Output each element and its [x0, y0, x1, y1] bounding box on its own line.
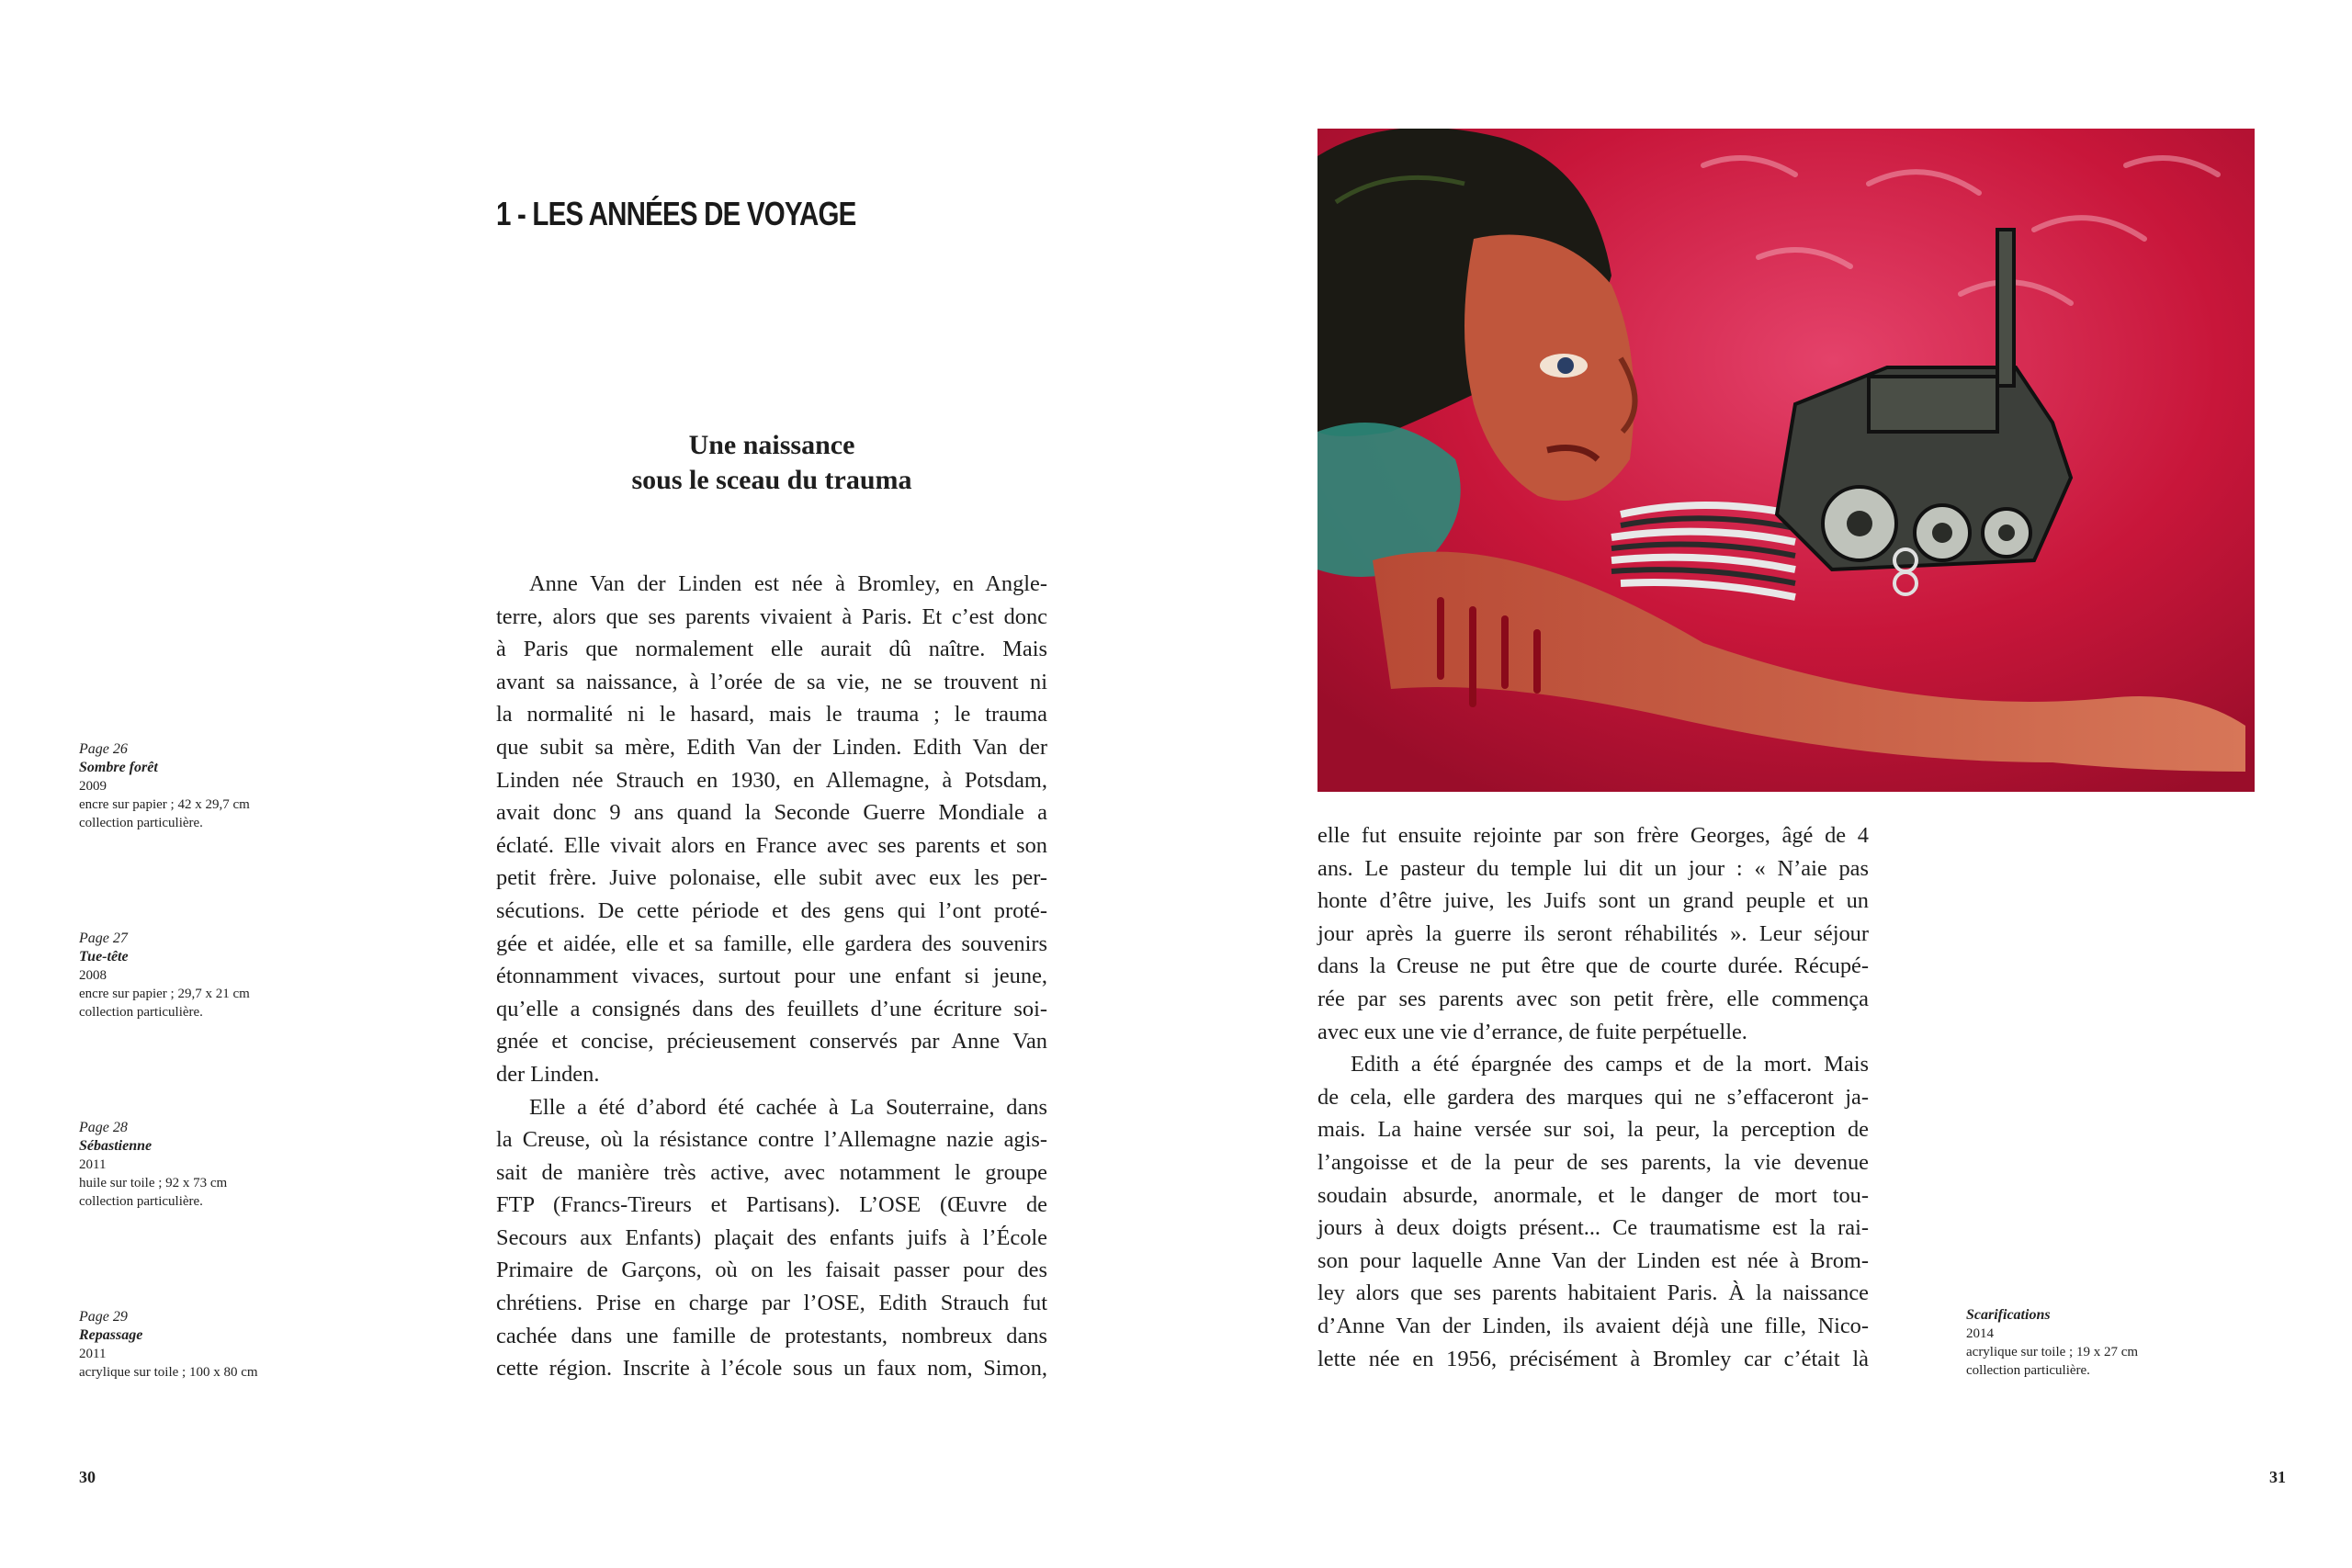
text-line: étonnamment vivaces, surtout pour une enfant si jeune,: [496, 964, 1047, 989]
text-line: Edith a été épargnée des camps et de la mort. Mais: [1351, 1052, 1869, 1077]
text-line: chrétiens. Prise en charge par l’OSE, Edith Strauch fut: [496, 1291, 1047, 1316]
text-line: la Creuse, où la résistance contre l’Allemagne nazie agis-: [496, 1127, 1047, 1153]
text-line: dans la Creuse ne put être que de courte durée. Récupé-: [1317, 953, 1869, 979]
caption-medium: encre sur papier ; 29,7 x 21 cm: [79, 987, 250, 1001]
caption-collection: collection particulière.: [1966, 1363, 2090, 1378]
caption-title: Scarifications: [1966, 1307, 2051, 1323]
text-line: elle fut ensuite rejointe par son frère Georges, âgé de 4: [1317, 823, 1869, 848]
caption-year: 2011: [79, 1157, 107, 1172]
caption-year: 2008: [79, 968, 107, 983]
caption-page: Page 29: [79, 1309, 128, 1325]
text-line: rée par ses parents avec son petit frère, elle commença: [1317, 986, 1869, 1011]
text-line: Linden née Strauch en 1930, en Allemagne, à Potsdam,: [496, 767, 1047, 793]
text-line: à Paris que normalement elle aurait dû naître. Mais: [496, 637, 1047, 662]
text-line: terre, alors que ses parents vivaient à Paris. Et c’est donc: [496, 604, 1047, 629]
caption-repassage: [79, 1308, 258, 1382]
text-line: avait donc 9 ans quand la Seconde Guerre Mondiale a: [496, 800, 1047, 826]
caption-year: 2011: [79, 1347, 107, 1361]
caption-sombre-foret: [79, 740, 250, 832]
text-line: petit frère. Juive polonaise, elle subit avec eux les per-: [496, 865, 1047, 891]
chapter-title: 1 - LES ANNÉES DE VOYAGE: [496, 195, 856, 232]
text-line: jour après la guerre ils seront réhabilités ». Leur séjour: [1317, 920, 1869, 946]
text-line: l’angoisse et de la peur de ses parents, la vie devenue: [1317, 1149, 1869, 1175]
text-line: der Linden.: [496, 1061, 600, 1087]
caption-scarifications: [1966, 1306, 2138, 1380]
text-line: lette née en 1956, précisément à Bromley car c’était là: [1317, 1346, 1869, 1371]
text-line: gée et aidée, elle et sa famille, elle gardera des souvenirs: [496, 931, 1047, 956]
page-number-left: 30: [79, 1468, 96, 1486]
text-line: la normalité ni le hasard, mais le trauma ; le trauma: [496, 702, 1047, 728]
text-line: Primaire de Garçons, où on les faisait passer pour des: [496, 1258, 1047, 1283]
text-line: son pour laquelle Anne Van der Linden est née à Brom-: [1317, 1247, 1869, 1273]
text-line: que subit sa mère, Edith Van der Linden. Edith Van der: [496, 734, 1047, 760]
caption-medium: huile sur toile ; 92 x 73 cm: [79, 1176, 228, 1190]
section-heading-line-1: Une naissance: [688, 430, 855, 460]
page-number-right: 31: [2269, 1468, 2286, 1486]
text-line: sécutions. De cette période et des gens qui l’ont proté-: [496, 897, 1047, 923]
text-line: soudain absurde, anormale, et le danger de mort tou-: [1317, 1182, 1869, 1208]
caption-page: Page 28: [79, 1120, 128, 1135]
text-line: ans. Le pasteur du temple lui dit un jour : « N’aie pas: [1317, 855, 1869, 881]
text-line: qu’elle a consignés dans des feuillets d’une écriture soi-: [496, 996, 1047, 1021]
painting-image: [1317, 129, 2255, 792]
caption-title: Sombre forêt: [79, 760, 158, 775]
caption-title: Repassage: [79, 1327, 143, 1343]
text-line: de cela, elle gardera des marques qui ne s’effaceront ja-: [1317, 1084, 1869, 1110]
caption-collection: collection particulière.: [79, 1005, 203, 1020]
caption-page: Page 27: [79, 931, 128, 946]
text-line: avant sa naissance, à l’orée de sa vie, ne se trouvent ni: [496, 669, 1047, 694]
text-line: Secours aux Enfants) plaçait des enfants juifs à l’École: [496, 1224, 1047, 1250]
caption-medium: acrylique sur toile ; 100 x 80 cm: [79, 1365, 258, 1380]
caption-tue-tete: [79, 930, 250, 1021]
caption-collection: collection particulière.: [79, 816, 203, 830]
caption-title: Sébastienne: [79, 1138, 153, 1154]
painting-scarifications: [1317, 129, 2255, 792]
caption-collection: collection particulière.: [79, 1194, 203, 1209]
text-line: ley alors que ses parents habitaient Paris. À la naissance: [1317, 1280, 1869, 1306]
caption-medium: acrylique sur toile ; 19 x 27 cm: [1966, 1345, 2139, 1359]
caption-sebastienne: [79, 1119, 227, 1211]
text-line: gnée et concise, précieusement conservés par Anne Van: [496, 1029, 1047, 1055]
caption-year: 2014: [1966, 1326, 1994, 1341]
caption-page: Page 26: [79, 741, 128, 757]
body-text-left-column: [496, 568, 1047, 1385]
text-line: cette région. Inscrite à l’école sous un faux nom, Simon,: [496, 1356, 1047, 1382]
text-line: Anne Van der Linden est née à Bromley, en Angle-: [529, 571, 1047, 596]
text-line: sait de manière très active, avec notamment le groupe: [496, 1159, 1047, 1185]
caption-year: 2009: [79, 779, 107, 794]
text-line: avec eux une vie d’errance, de fuite perpétuelle.: [1317, 1019, 1747, 1044]
text-line: mais. La haine versée sur soi, la peur, la perception de: [1317, 1117, 1869, 1143]
body-text-right-column: [1317, 819, 1869, 1375]
text-line: Elle a été d’abord été cachée à La Souterraine, dans: [529, 1094, 1047, 1120]
text-line: d’Anne Van der Linden, ils avaient déjà une fille, Nico-: [1317, 1313, 1869, 1338]
text-line: cachée dans une famille de protestants, nombreux dans: [496, 1323, 1047, 1348]
section-heading-line-2: sous le sceau du trauma: [631, 465, 912, 495]
section-heading: [496, 428, 1047, 498]
text-line: jours à deux doigts présent... Ce traumatisme est la rai-: [1317, 1215, 1869, 1241]
text-line: éclaté. Elle vivait alors en France avec ses parents et son: [496, 832, 1047, 858]
text-line: honte d’être juive, les Juifs sont un grand peuple et un: [1317, 888, 1869, 914]
caption-title: Tue-tête: [79, 949, 129, 964]
caption-medium: encre sur papier ; 42 x 29,7 cm: [79, 797, 250, 812]
text-line: FTP (Francs-Tireurs et Partisans). L’OSE (Œuvre de: [496, 1192, 1047, 1218]
